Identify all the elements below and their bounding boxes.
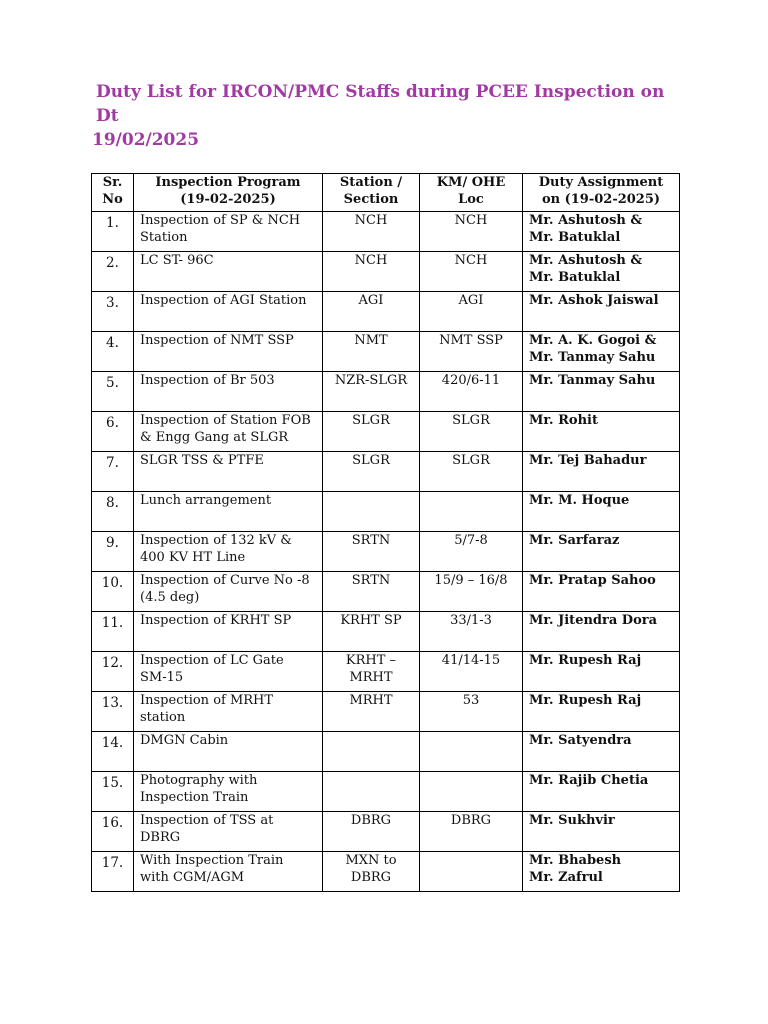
cell-station-section-line: KRHT – [345, 653, 397, 668]
cell-inspection-program-line: Inspection of LC Gate [140, 653, 284, 668]
table-row [92, 572, 680, 612]
cell-inspection-program [134, 612, 323, 652]
cell-station-section-line: NZR-SLGR [334, 373, 408, 388]
cell-station-section [323, 612, 420, 652]
cell-km-ohe-loc [420, 572, 523, 612]
cell-duty-assignment [523, 572, 680, 612]
cell-station-section [323, 492, 420, 532]
cell-inspection-program-line: (4.5 deg) [140, 589, 200, 605]
cell-duty-assignment [523, 332, 680, 372]
cell-inspection-program [134, 372, 323, 412]
cell-km-ohe-loc-line: DBRG [450, 813, 492, 828]
cell-station-section-line: NCH [354, 213, 388, 228]
cell-inspection-program-line: Inspection of NMT SSP [140, 333, 294, 348]
table-row [92, 692, 680, 732]
cell-station-section [323, 692, 420, 732]
cell-km-ohe-loc [420, 372, 523, 412]
cell-km-ohe-loc-line: NCH [454, 253, 488, 268]
table-body [92, 212, 680, 892]
cell-duty-assignment-line: Mr. Zafrul [529, 869, 603, 885]
cell-station-section-line: MRHT [349, 693, 393, 708]
cell-station-section [323, 452, 420, 492]
cell-station-section-line: DBRG [350, 869, 392, 885]
cell-inspection-program-line: Inspection of MRHT [140, 693, 274, 708]
cell-sr-no: 5. [92, 372, 134, 412]
cell-station-section-line: SRTN [351, 573, 391, 588]
cell-duty-assignment-line: Mr. Batuklal [529, 269, 621, 285]
cell-km-ohe-loc [420, 732, 523, 772]
cell-km-ohe-loc [420, 772, 523, 812]
cell-inspection-program [134, 812, 323, 852]
cell-duty-assignment [523, 732, 680, 772]
cell-km-ohe-loc [420, 532, 523, 572]
cell-duty-assignment-line: Mr. M. Hoque [529, 493, 630, 508]
table-row [92, 852, 680, 892]
cell-duty-assignment [523, 532, 680, 572]
cell-station-section [323, 812, 420, 852]
cell-inspection-program-line: Inspection Train [140, 789, 249, 805]
cell-sr-no: 2. [92, 252, 134, 292]
cell-inspection-program [134, 852, 323, 892]
cell-inspection-program-line: Inspection of TSS at [140, 813, 274, 828]
cell-duty-assignment [523, 252, 680, 292]
cell-sr-no: 17. [92, 852, 134, 892]
cell-duty-assignment-line: Mr. Bhabesh [529, 853, 622, 868]
cell-station-section [323, 532, 420, 572]
cell-duty-assignment-line: Mr. Sarfaraz [529, 533, 620, 548]
cell-inspection-program [134, 532, 323, 572]
table-row [92, 532, 680, 572]
cell-duty-assignment-line: Mr. Jitendra Dora [529, 613, 658, 628]
cell-duty-assignment-line: Mr. Tej Bahadur [529, 453, 647, 468]
cell-duty-assignment-line: Mr. Tanmay Sahu [529, 349, 656, 365]
cell-inspection-program-line: DMGN Cabin [140, 733, 229, 748]
cell-duty-assignment-line: Mr. Rohit [529, 413, 598, 428]
cell-station-section-line: DBRG [350, 813, 392, 828]
cell-km-ohe-loc-line: 53 [462, 693, 480, 708]
table-row [92, 412, 680, 452]
cell-sr-no: 13. [92, 692, 134, 732]
cell-station-section-line: MXN to [345, 853, 397, 868]
cell-km-ohe-loc-line: 33/1-3 [450, 613, 492, 628]
cell-inspection-program [134, 652, 323, 692]
cell-duty-assignment-line: Mr. Batuklal [529, 229, 621, 245]
cell-duty-assignment-line: Mr. Rupesh Raj [529, 693, 642, 708]
cell-duty-assignment-line: Mr. Pratap Sahoo [529, 573, 656, 588]
table-row [92, 212, 680, 252]
table-row [92, 772, 680, 812]
cell-duty-assignment [523, 372, 680, 412]
cell-duty-assignment [523, 212, 680, 252]
cell-inspection-program [134, 492, 323, 532]
cell-duty-assignment-line: Mr. Satyendra [529, 733, 632, 748]
cell-station-section [323, 772, 420, 812]
cell-km-ohe-loc-line: 15/9 – 16/8 [434, 573, 508, 588]
cell-km-ohe-loc [420, 492, 523, 532]
cell-sr-no: 1. [92, 212, 134, 252]
cell-station-section-line: KRHT SP [340, 613, 402, 628]
table-row [92, 732, 680, 772]
cell-inspection-program-line: Inspection of KRHT SP [140, 613, 292, 628]
cell-inspection-program-line: station [140, 709, 186, 725]
cell-inspection-program [134, 292, 323, 332]
cell-inspection-program-line: Inspection of Br 503 [140, 373, 275, 388]
cell-inspection-program [134, 732, 323, 772]
cell-sr-no: 9. [92, 532, 134, 572]
cell-sr-no: 10. [92, 572, 134, 612]
table-row [92, 812, 680, 852]
cell-inspection-program [134, 252, 323, 292]
cell-sr-no: 14. [92, 732, 134, 772]
title-line-2: 19/02/2025 [92, 130, 200, 150]
cell-inspection-program-line: Photography with [140, 773, 258, 788]
duty-list-table [91, 173, 680, 892]
cell-inspection-program-line: SM-15 [140, 669, 184, 685]
cell-km-ohe-loc [420, 852, 523, 892]
cell-inspection-program [134, 212, 323, 252]
cell-sr-no: 15. [92, 772, 134, 812]
table-row [92, 652, 680, 692]
cell-km-ohe-loc [420, 212, 523, 252]
table-header [92, 174, 680, 212]
cell-km-ohe-loc-line: 420/6-11 [441, 373, 501, 388]
cell-inspection-program-line: & Engg Gang at SLGR [140, 429, 289, 445]
cell-km-ohe-loc-line: SLGR [452, 453, 490, 468]
cell-duty-assignment [523, 612, 680, 652]
cell-sr-no: 12. [92, 652, 134, 692]
cell-sr-no: 6. [92, 412, 134, 452]
cell-km-ohe-loc [420, 812, 523, 852]
cell-inspection-program-line: Station [140, 229, 188, 245]
header-station-section: Station / Section [323, 174, 420, 212]
cell-duty-assignment-line: Mr. Sukhvir [529, 813, 615, 828]
cell-inspection-program-line: DBRG [140, 829, 181, 845]
cell-duty-assignment [523, 292, 680, 332]
cell-station-section-line: SRTN [351, 533, 391, 548]
title-line-1: Duty List for IRCON/PMC Staffs during PCEE Inspection on Dt [96, 82, 665, 126]
cell-km-ohe-loc-line: 5/7-8 [454, 533, 488, 548]
table-row [92, 372, 680, 412]
cell-inspection-program [134, 572, 323, 612]
cell-km-ohe-loc [420, 452, 523, 492]
cell-sr-no: 8. [92, 492, 134, 532]
cell-inspection-program [134, 332, 323, 372]
cell-station-section [323, 252, 420, 292]
table-row [92, 612, 680, 652]
cell-sr-no: 7. [92, 452, 134, 492]
cell-station-section-line: AGI [358, 293, 384, 308]
cell-inspection-program-line: Inspection of SP & NCH [140, 213, 301, 228]
cell-inspection-program-line: Inspection of Station FOB [140, 413, 311, 428]
cell-km-ohe-loc-line: NCH [454, 213, 488, 228]
cell-duty-assignment-line: Mr. Rupesh Raj [529, 653, 642, 668]
document-title [92, 80, 692, 152]
cell-station-section-line: SLGR [352, 453, 390, 468]
cell-sr-no: 4. [92, 332, 134, 372]
cell-duty-assignment [523, 772, 680, 812]
cell-inspection-program-line: with CGM/AGM [140, 869, 245, 885]
table-row [92, 452, 680, 492]
cell-inspection-program [134, 452, 323, 492]
cell-sr-no: 16. [92, 812, 134, 852]
header-km-ohe-loc: KM/ OHE Loc [420, 174, 523, 212]
table-row [92, 332, 680, 372]
cell-sr-no: 11. [92, 612, 134, 652]
cell-station-section-line: NMT [354, 333, 388, 348]
cell-sr-no: 3. [92, 292, 134, 332]
cell-inspection-program [134, 412, 323, 452]
cell-inspection-program [134, 692, 323, 732]
cell-duty-assignment [523, 492, 680, 532]
cell-station-section [323, 852, 420, 892]
cell-km-ohe-loc-line: NMT SSP [439, 333, 503, 348]
cell-km-ohe-loc [420, 252, 523, 292]
cell-duty-assignment [523, 852, 680, 892]
cell-km-ohe-loc [420, 412, 523, 452]
cell-station-section [323, 732, 420, 772]
cell-duty-assignment-line: Mr. A. K. Gogoi & [529, 333, 657, 348]
cell-duty-assignment-line: Mr. Ashok Jaiswal [529, 293, 659, 308]
cell-duty-assignment-line: Mr. Tanmay Sahu [529, 373, 656, 388]
cell-station-section [323, 412, 420, 452]
cell-station-section [323, 332, 420, 372]
cell-inspection-program-line: Inspection of 132 kV & [140, 533, 292, 548]
cell-duty-assignment [523, 652, 680, 692]
cell-km-ohe-loc-line: 41/14-15 [441, 653, 501, 668]
cell-duty-assignment-line: Mr. Ashutosh & [529, 253, 643, 268]
header-duty-assignment: Duty Assignment on (19-02-2025) [523, 174, 680, 212]
cell-km-ohe-loc [420, 292, 523, 332]
cell-duty-assignment [523, 812, 680, 852]
header-row [92, 174, 680, 212]
cell-station-section [323, 212, 420, 252]
table-row [92, 252, 680, 292]
cell-inspection-program [134, 772, 323, 812]
cell-duty-assignment [523, 412, 680, 452]
cell-station-section-line: NCH [354, 253, 388, 268]
cell-station-section [323, 652, 420, 692]
cell-duty-assignment-line: Mr. Rajib Chetia [529, 773, 649, 788]
cell-inspection-program-line: With Inspection Train [140, 853, 284, 868]
cell-inspection-program-line: LC ST- 96C [140, 253, 214, 268]
cell-duty-assignment-line: Mr. Ashutosh & [529, 213, 643, 228]
table-row [92, 292, 680, 332]
cell-km-ohe-loc [420, 652, 523, 692]
cell-duty-assignment [523, 452, 680, 492]
header-sr-no: Sr. No [92, 174, 134, 212]
cell-km-ohe-loc [420, 692, 523, 732]
cell-inspection-program-line: Inspection of AGI Station [140, 293, 307, 308]
cell-km-ohe-loc [420, 332, 523, 372]
cell-km-ohe-loc-line: SLGR [452, 413, 490, 428]
cell-station-section [323, 572, 420, 612]
header-inspection-program: Inspection Program (19-02-2025) [134, 174, 323, 212]
cell-inspection-program-line: Inspection of Curve No -8 [140, 573, 310, 588]
cell-inspection-program-line: Lunch arrangement [140, 493, 272, 508]
cell-station-section [323, 292, 420, 332]
table-row [92, 492, 680, 532]
cell-km-ohe-loc-line: AGI [458, 293, 484, 308]
cell-inspection-program-line: SLGR TSS & PTFE [140, 453, 264, 468]
cell-station-section [323, 372, 420, 412]
cell-station-section-line: SLGR [352, 413, 390, 428]
cell-duty-assignment [523, 692, 680, 732]
cell-inspection-program-line: 400 KV HT Line [140, 549, 246, 565]
cell-km-ohe-loc [420, 612, 523, 652]
cell-station-section-line: MRHT [349, 669, 393, 685]
